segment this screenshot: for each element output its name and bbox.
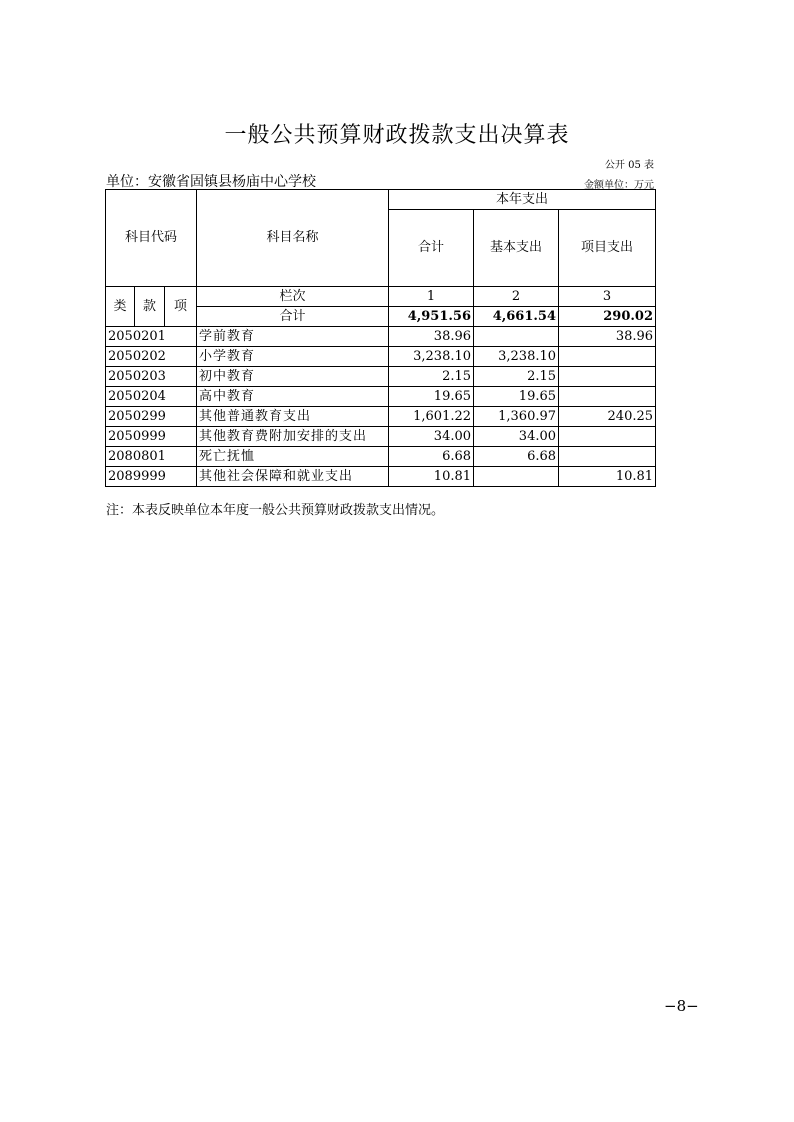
row-code: 2050204 — [106, 387, 197, 407]
header-basic-expense: 基本支出 — [474, 210, 559, 287]
row-total: 6.68 — [389, 447, 474, 467]
row-name: 高中教育 — [197, 387, 389, 407]
row-project — [559, 387, 656, 407]
expense-table — [105, 189, 656, 487]
header-total: 合计 — [389, 210, 474, 287]
row-name: 死亡抚恤 — [197, 447, 389, 467]
column-number-1: 1 — [389, 287, 474, 307]
row-basic: 6.68 — [474, 447, 559, 467]
table-row — [106, 327, 656, 347]
total-row-basic: 4,661.54 — [474, 307, 559, 327]
row-basic: 2.15 — [474, 367, 559, 387]
row-total: 34.00 — [389, 427, 474, 447]
row-project — [559, 427, 656, 447]
row-total: 2.15 — [389, 367, 474, 387]
total-row-label: 合计 — [197, 307, 389, 327]
row-total: 3,238.10 — [389, 347, 474, 367]
row-code: 2050201 — [106, 327, 197, 347]
header-subject-name: 科目名称 — [197, 190, 389, 287]
document-title: 一般公共预算财政拨款支出决算表 — [224, 123, 570, 148]
table-row — [106, 467, 656, 487]
header-lei: 类 — [106, 287, 135, 327]
row-code: 2050999 — [106, 427, 197, 447]
total-row-project: 290.02 — [559, 307, 656, 327]
row-basic: 3,238.10 — [474, 347, 559, 367]
row-project — [559, 447, 656, 467]
header-subject-code: 科目代码 — [106, 190, 197, 287]
table-row — [106, 347, 656, 367]
unit-label: 单位：安徽省固镇县杨庙中心学校 — [106, 174, 316, 190]
row-basic — [474, 327, 559, 347]
row-code: 2050299 — [106, 407, 197, 427]
row-code: 2050202 — [106, 347, 197, 367]
row-name: 其他普通教育支出 — [197, 407, 389, 427]
row-name: 学前教育 — [197, 327, 389, 347]
row-total: 10.81 — [389, 467, 474, 487]
header-xiang: 项 — [165, 287, 197, 327]
row-total: 1,601.22 — [389, 407, 474, 427]
row-project: 240.25 — [559, 407, 656, 427]
row-total: 19.65 — [389, 387, 474, 407]
table-row — [106, 367, 656, 387]
row-basic — [474, 467, 559, 487]
form-number: 公开 05 表 — [604, 160, 654, 171]
amount-unit-label: 金额单位：万元 — [584, 180, 654, 191]
table-row — [106, 407, 656, 427]
row-name: 小学教育 — [197, 347, 389, 367]
table-row — [106, 447, 656, 467]
total-row-total: 4,951.56 — [389, 307, 474, 327]
column-number-2: 2 — [474, 287, 559, 307]
row-basic: 19.65 — [474, 387, 559, 407]
row-name: 其他教育费附加安排的支出 — [197, 427, 389, 447]
row-code: 2080801 — [106, 447, 197, 467]
row-code: 2050203 — [106, 367, 197, 387]
header-column-order: 栏次 — [197, 287, 389, 307]
page-number: −8− — [664, 997, 699, 1015]
header-project-expense: 项目支出 — [559, 210, 656, 287]
table-row — [106, 387, 656, 407]
row-project — [559, 367, 656, 387]
header-kuan: 款 — [135, 287, 165, 327]
row-project: 10.81 — [559, 467, 656, 487]
header-current-year-expense: 本年支出 — [389, 190, 656, 210]
row-name: 初中教育 — [197, 367, 389, 387]
row-basic: 34.00 — [474, 427, 559, 447]
row-name: 其他社会保障和就业支出 — [197, 467, 389, 487]
row-project: 38.96 — [559, 327, 656, 347]
row-total: 38.96 — [389, 327, 474, 347]
row-code: 2089999 — [106, 467, 197, 487]
row-basic: 1,360.97 — [474, 407, 559, 427]
column-number-3: 3 — [559, 287, 656, 307]
row-project — [559, 347, 656, 367]
table-note: 注：本表反映单位本年度一般公共预算财政拨款支出情况。 — [106, 503, 445, 518]
table-row — [106, 427, 656, 447]
